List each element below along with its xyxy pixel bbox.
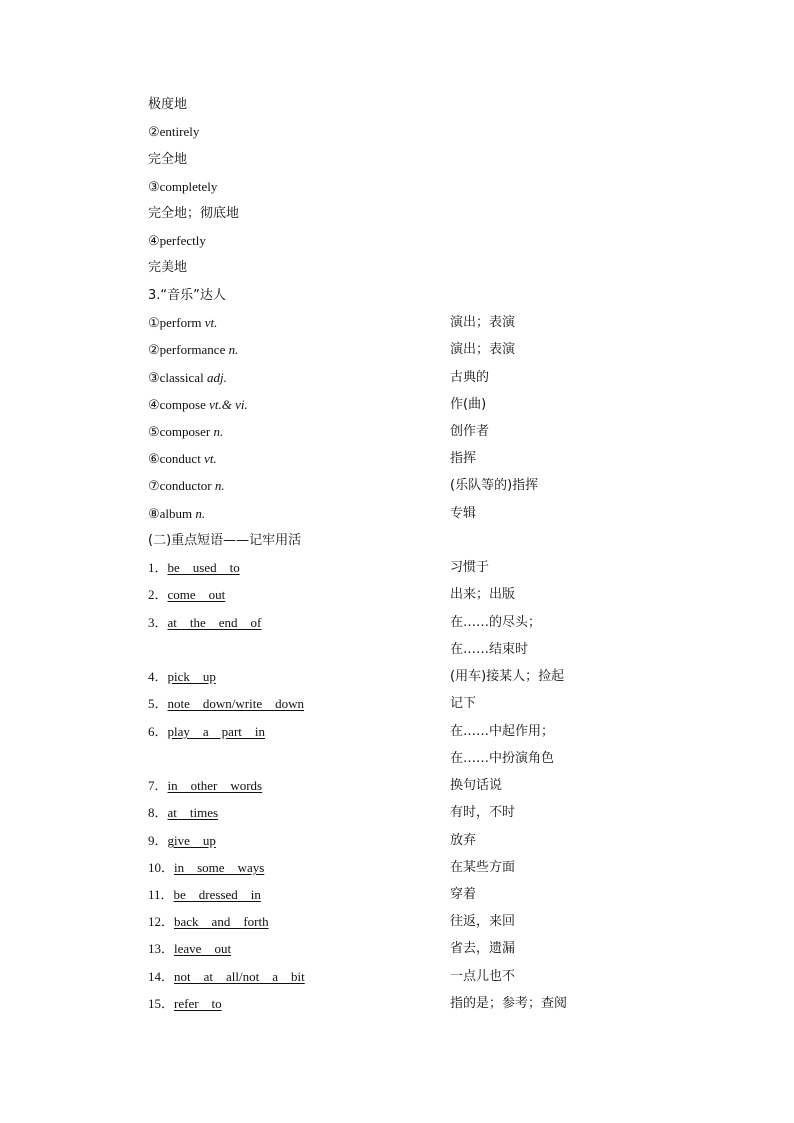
phrase-item: 12．back and forth bbox=[148, 914, 269, 929]
phrase-item: 10．in some ways bbox=[148, 860, 265, 875]
section-heading: 3.“音乐”达人 bbox=[148, 288, 226, 303]
text-line: 完全地；彻底地 bbox=[148, 206, 240, 221]
vocab-word: ⑦conductor n. bbox=[148, 478, 225, 493]
phrase-row bbox=[148, 831, 648, 851]
phrase-item: 1．be used to bbox=[148, 560, 240, 575]
phrase-meaning: 穿着 bbox=[450, 887, 477, 902]
vocab-row bbox=[148, 422, 648, 442]
vocab-row bbox=[148, 313, 648, 333]
text-line: ④perfectly bbox=[148, 233, 206, 248]
vocab-row bbox=[148, 395, 648, 415]
phrase-meaning: 出来；出版 bbox=[450, 587, 516, 602]
phrase-meaning: 放弃 bbox=[450, 833, 477, 848]
vocab-meaning: 演出；表演 bbox=[450, 342, 516, 357]
text-line: 极度地 bbox=[148, 97, 188, 112]
phrase-meaning: 往返，来回 bbox=[450, 914, 516, 929]
vocab-word: ⑥conduct vt. bbox=[148, 451, 217, 466]
phrase-row bbox=[148, 776, 648, 796]
vocab-meaning: 指挥 bbox=[450, 451, 477, 466]
phrase-row bbox=[148, 939, 648, 959]
vocab-row bbox=[148, 368, 648, 388]
text-line: ③completely bbox=[148, 179, 218, 194]
phrase-item: 11．be dressed in bbox=[148, 887, 261, 902]
vocab-meaning: 演出；表演 bbox=[450, 315, 516, 330]
phrase-row bbox=[148, 803, 648, 823]
vocab-word: ③classical adj. bbox=[148, 370, 227, 385]
phrase-item: 15．refer to bbox=[148, 996, 222, 1011]
phrase-row bbox=[148, 694, 648, 714]
vocab-row bbox=[148, 504, 648, 524]
phrase-row bbox=[148, 994, 648, 1014]
phrase-meaning: 在……中起作用； bbox=[450, 724, 555, 739]
phrase-item: 2．come out bbox=[148, 587, 226, 602]
phrase-row bbox=[148, 585, 648, 605]
phrase-item: 5．note down/write down bbox=[148, 696, 304, 711]
phrase-item: 7．in other words bbox=[148, 778, 263, 793]
phrase-item: 13．leave out bbox=[148, 941, 232, 956]
phrase-row bbox=[148, 558, 648, 578]
vocab-word: ⑧album n. bbox=[148, 506, 206, 521]
phrase-row bbox=[148, 667, 648, 687]
vocab-word: ④compose vt.& vi. bbox=[148, 397, 248, 412]
phrase-meaning: 有时，不时 bbox=[450, 805, 516, 820]
section-heading: (二)重点短语——记牢用活 bbox=[148, 533, 302, 548]
phrase-row bbox=[148, 722, 648, 742]
phrase-meaning: 记下 bbox=[450, 696, 477, 711]
vocab-row bbox=[148, 449, 648, 469]
phrase-row bbox=[148, 858, 648, 878]
vocab-meaning: 作(曲) bbox=[450, 397, 487, 412]
phrase-item: 9．give up bbox=[148, 833, 216, 848]
phrase-meaning: 习惯于 bbox=[450, 560, 490, 575]
vocab-meaning: 创作者 bbox=[450, 424, 490, 439]
vocab-word: ⑤composer n. bbox=[148, 424, 224, 439]
vocab-meaning: 古典的 bbox=[450, 370, 490, 385]
phrase-row-continued bbox=[148, 749, 648, 769]
vocab-meaning: (乐队等的)指挥 bbox=[450, 478, 539, 493]
phrase-meaning: 在……的尽头； bbox=[450, 615, 542, 630]
phrase-row bbox=[148, 885, 648, 905]
vocab-word: ②performance n. bbox=[148, 342, 239, 357]
phrase-row bbox=[148, 912, 648, 932]
phrase-item: 14．not at all/not a bit bbox=[148, 969, 305, 984]
phrase-meaning: 指的是；参考；查阅 bbox=[450, 996, 568, 1011]
phrase-meaning: 一点儿也不 bbox=[450, 969, 516, 984]
vocab-word: ①perform vt. bbox=[148, 315, 218, 330]
phrase-item: 8．at times bbox=[148, 805, 219, 820]
phrase-meaning: 在……结束时 bbox=[450, 642, 529, 657]
vocab-row bbox=[148, 340, 648, 360]
phrase-meaning: 换句话说 bbox=[450, 778, 503, 793]
phrase-row bbox=[148, 967, 648, 987]
phrase-item: 6．play a part in bbox=[148, 724, 265, 739]
text-line: ②entirely bbox=[148, 124, 200, 139]
phrase-item: 3．at the end of bbox=[148, 615, 262, 630]
phrase-row bbox=[148, 613, 648, 633]
phrase-meaning: 省去，遗漏 bbox=[450, 941, 516, 956]
phrase-meaning: 在……中扮演角色 bbox=[450, 751, 555, 766]
text-line: 完全地 bbox=[148, 152, 188, 167]
text-line: 完美地 bbox=[148, 260, 188, 275]
phrase-row-continued bbox=[148, 640, 648, 660]
vocab-row bbox=[148, 476, 648, 496]
phrase-meaning: 在某些方面 bbox=[450, 860, 516, 875]
vocab-meaning: 专辑 bbox=[450, 506, 477, 521]
phrase-meaning: (用车)接某人；捡起 bbox=[450, 669, 565, 684]
phrase-item: 4．pick up bbox=[148, 669, 216, 684]
